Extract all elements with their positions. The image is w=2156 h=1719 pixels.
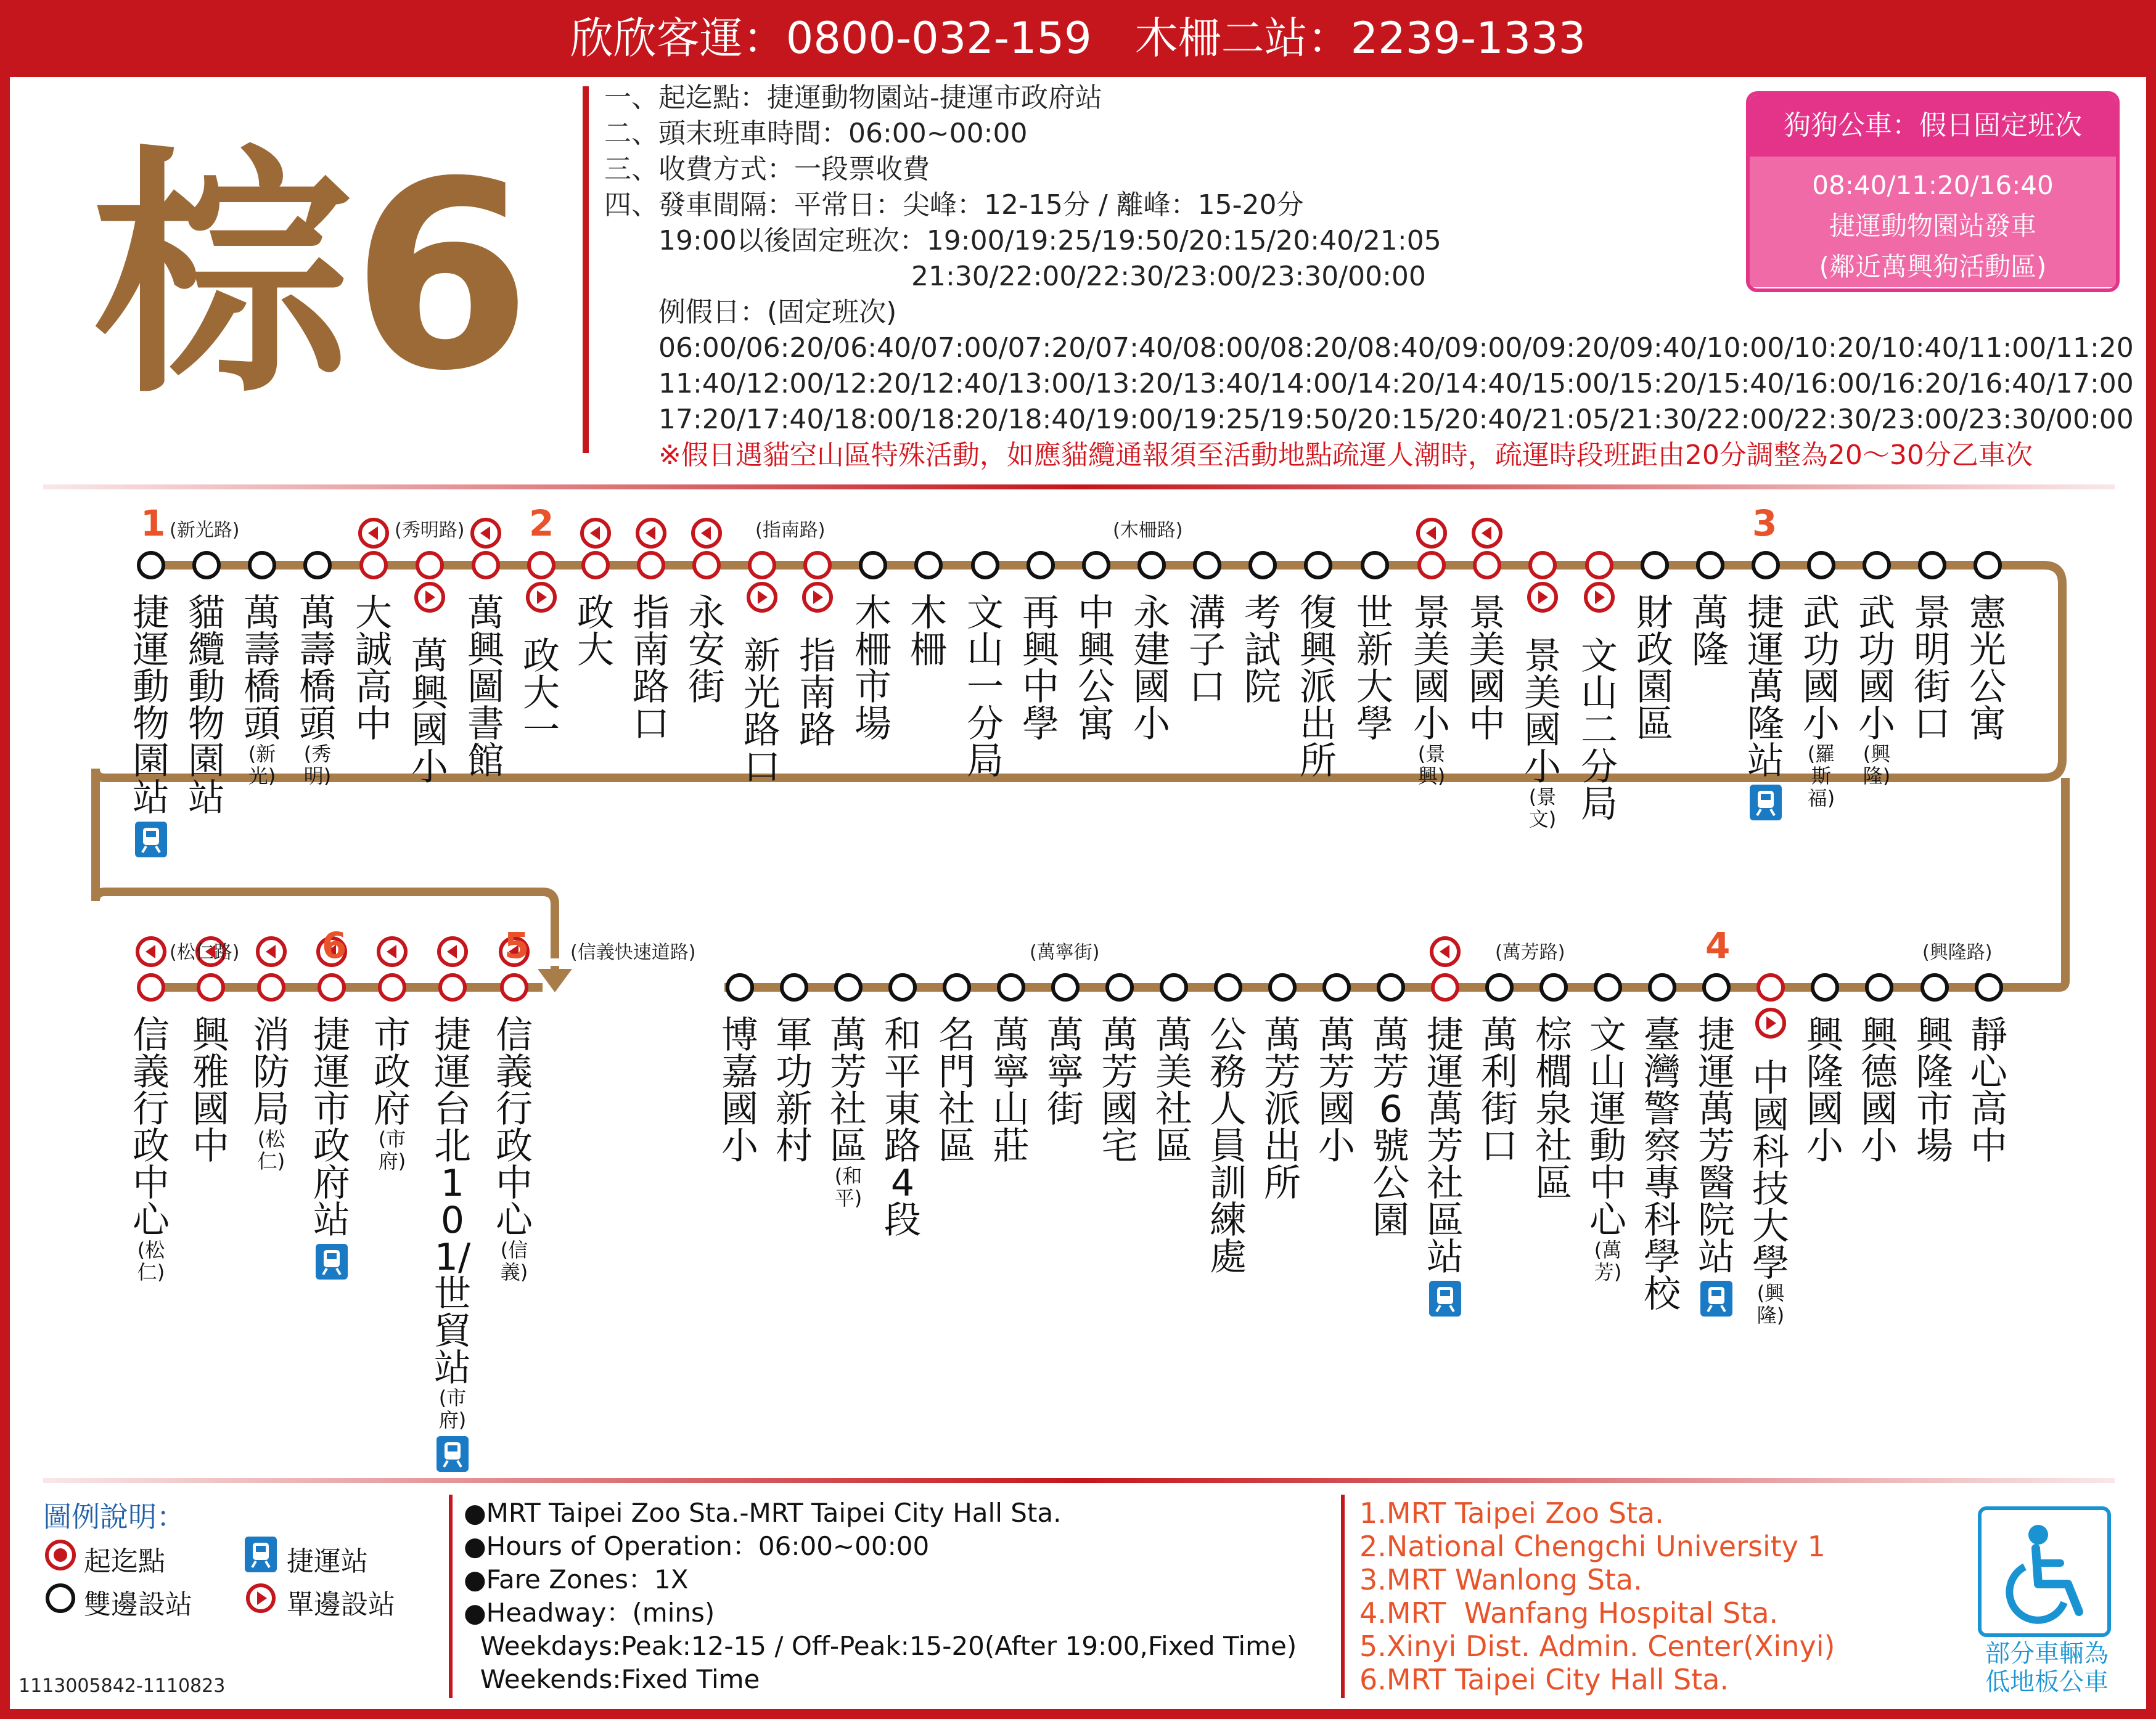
stop-name-text: 文山運動中心 — [1589, 1014, 1626, 1242]
stop-name-text: 萬興圖書館 — [467, 592, 504, 783]
stop-name-text: 市政府 — [374, 1014, 411, 1131]
stop-name — [1697, 1014, 1736, 1324]
stop-name — [191, 1014, 231, 1168]
stop-marker — [1475, 553, 1499, 578]
stop-name-text: 溝子口 — [1189, 592, 1226, 709]
english-line: ●Hours of Operation：06:00~00:00 — [464, 1531, 930, 1561]
info-line: 17:20/17:40/18:00/18:20/18:40/19:00/19:25/19:50/20:15/20:40/21:05/21:30/22:00/22:30/23:00/23:30/00:00 — [604, 404, 2134, 435]
mrt-icon — [312, 1243, 351, 1287]
key-number: 4 — [1705, 925, 1731, 966]
stop-name-text: 興隆國小 — [1806, 1014, 1843, 1168]
stop-marker — [1162, 975, 1186, 1000]
key-station: 1.MRT Taipei Zoo Sta. — [1359, 1496, 1664, 1530]
stop-name-text: 捷運萬芳社區站 — [1427, 1014, 1464, 1279]
stop-marker — [890, 975, 915, 1000]
stop-name — [1746, 592, 1785, 828]
stop-marker — [1084, 553, 1109, 578]
stop-name-text: 萬芳社區 — [830, 1014, 867, 1168]
stop-marker — [1028, 553, 1053, 578]
stop-name-text: 中興公寓 — [1078, 592, 1115, 746]
stop-name — [433, 1014, 472, 1479]
stop-marker — [1541, 975, 1566, 1000]
stop-name — [242, 592, 282, 788]
stop-marker — [836, 975, 861, 1000]
stop-name — [522, 635, 561, 752]
stop-marker — [1195, 553, 1219, 578]
stop-name — [720, 1014, 760, 1168]
stop-marker — [1642, 553, 1667, 578]
stop-name-text: 考試院 — [1244, 592, 1281, 709]
stop-name-text: 萬壽橋頭 — [244, 592, 281, 746]
stop-sub-label: (和平) — [834, 1164, 863, 1210]
stop-name-text: 棕櫚泉社區 — [1535, 1014, 1572, 1205]
stop-name — [1801, 592, 1841, 810]
english-line: ●Headway：(mins) — [464, 1598, 715, 1628]
stop-marker — [1922, 975, 1947, 1000]
both-sides-icon — [43, 1581, 78, 1615]
info-line: 06:00/06:20/06:40/07:00/07:20/07:40/08:00/08:20/08:40/09:00/09:20/09:40/10:00/10:20/10:40/11:00/11:20 — [604, 332, 2134, 364]
stop-name-text: 永建國小 — [1133, 592, 1170, 746]
company-hotline-bar: 欣欣客運：0800-032-159 木柵二站：2239-1333 — [0, 0, 2156, 77]
stop-sub-label: (市府) — [378, 1127, 406, 1173]
stop-marker — [1487, 975, 1512, 1000]
stop-name — [1969, 1014, 2009, 1168]
stop-name-text: 萬利街口 — [1481, 1014, 1518, 1168]
stop-marker — [1698, 553, 1723, 578]
low-floor-text — [1970, 1639, 2124, 1696]
stop-name — [1154, 1014, 1194, 1168]
stop-sub-label: (萬芳) — [1594, 1238, 1622, 1284]
title-divider — [583, 86, 589, 453]
english-info — [464, 1496, 1297, 1696]
stop-marker — [1813, 975, 1837, 1000]
stop-name — [853, 592, 893, 746]
route-line-row2b — [724, 778, 2065, 987]
stop-name-text: 萬芳派出所 — [1264, 1014, 1301, 1205]
road-label: (指南路) — [755, 520, 826, 541]
stop-marker — [805, 553, 830, 578]
stop-name-text: 萬美社區 — [1155, 1014, 1192, 1168]
stop-name-text: 萬芳國小 — [1318, 1014, 1355, 1168]
stop-name-text: 文山一分局 — [967, 592, 1004, 783]
legend — [37, 1495, 432, 1680]
stop-marker — [473, 553, 498, 578]
road-label: (松仁路) — [170, 942, 240, 963]
stop-name — [1298, 592, 1338, 783]
wheelchair-icon — [1978, 1506, 2111, 1637]
stop-name-text: 木柵 — [910, 592, 947, 672]
stop-marker — [916, 553, 941, 578]
stop-name — [466, 592, 506, 783]
legend-both-sides: 雙邊設站 — [84, 1589, 192, 1620]
stop-name — [1968, 592, 2007, 746]
stop-name — [909, 592, 948, 672]
stop-name-text: 靜心高中 — [1970, 1014, 2007, 1168]
key-station: 2.National Chengchi University 1 — [1359, 1530, 1826, 1563]
stop-sub-label: (市府) — [438, 1386, 467, 1432]
stop-marker — [319, 975, 344, 1000]
dog-bus-box — [1746, 91, 2120, 292]
stop-sub-label: (景文) — [1528, 785, 1557, 831]
stop-name-text: 指南路口 — [633, 592, 670, 746]
english-line: ●MRT Taipei Zoo Sta.-MRT Taipei City Hall Sta. — [464, 1498, 1062, 1528]
stop-marker — [583, 553, 608, 578]
stop-sub-label: (松仁) — [137, 1238, 165, 1284]
stop-name-text: 再興中學 — [1022, 592, 1059, 746]
stop-name-text: 萬寧街 — [1047, 1014, 1084, 1131]
stop-name-text: 捷運萬隆站 — [1747, 592, 1784, 783]
stop-name-text: 消防局 — [253, 1014, 290, 1131]
stop-name — [1425, 1014, 1465, 1324]
stop-name-text: 復興派出所 — [1300, 592, 1337, 783]
stop-name-text: 萬隆 — [1692, 592, 1729, 672]
stop-sub-label: (興隆) — [1756, 1281, 1785, 1327]
stop-name-text: 興德國小 — [1861, 1014, 1898, 1168]
stop-name-text: 萬芳國宅 — [1101, 1014, 1138, 1168]
stop-name-text: 捷運動物園站 — [133, 592, 170, 820]
road-label: (木柵路) — [1113, 520, 1183, 541]
stop-sub-label: (松仁) — [257, 1127, 285, 1173]
road-label: (信義快速道路) — [570, 942, 696, 963]
mrt-icon — [1697, 1280, 1736, 1324]
stop-name-text: 景美國小 — [1413, 592, 1450, 746]
stop-name — [1857, 592, 1896, 788]
stop-name — [1132, 592, 1171, 746]
key-stations — [1359, 1496, 1835, 1696]
stop-marker — [194, 553, 219, 578]
stop-name-text: 政大 — [577, 592, 614, 672]
stop-name — [1208, 1014, 1248, 1279]
info-line: 例假日：(固定班次) — [604, 296, 897, 328]
stop-marker — [1753, 553, 1778, 578]
stop-name-text: 憲光公寓 — [1969, 592, 2006, 746]
stop-name — [410, 635, 449, 789]
stop-name — [1021, 592, 1060, 746]
stop-name-text: 永安街 — [688, 592, 725, 709]
stop-marker — [1433, 975, 1457, 1000]
stop-name — [687, 592, 726, 709]
stop-marker — [973, 553, 998, 578]
stop-name — [1523, 635, 1562, 831]
mrt-icon — [131, 820, 171, 865]
stop-name-text: 萬壽橋頭 — [299, 592, 336, 746]
stop-sub-label: (興隆) — [1863, 742, 1891, 788]
stop-name — [1915, 1014, 1954, 1168]
stop-name — [829, 1014, 868, 1210]
stop-name — [1046, 1014, 1085, 1131]
stop-marker — [417, 553, 442, 578]
stop-name-text: 萬興國小 — [411, 635, 448, 789]
stop-name-text: 捷運市政府站 — [313, 1014, 350, 1242]
stop-name-text: 博嘉國小 — [721, 1014, 758, 1168]
stop-marker — [250, 553, 274, 578]
stop-marker — [1650, 975, 1674, 1000]
stop-name — [965, 592, 1005, 783]
stop-name — [1412, 592, 1451, 788]
stop-marker — [1864, 553, 1889, 578]
stop-marker — [1250, 553, 1275, 578]
stop-name-text: 大誠高中 — [355, 592, 392, 746]
info-line: 三、收費方式：一段票收費 — [604, 153, 930, 185]
stop-name — [631, 592, 671, 746]
stop-name-text: 興隆市場 — [1916, 1014, 1953, 1168]
stop-marker — [1587, 553, 1612, 578]
legend-start-end: 起迄點 — [84, 1546, 165, 1577]
stop-marker — [1977, 975, 2001, 1000]
stop-name — [937, 1014, 977, 1168]
stop-name — [1859, 1014, 1899, 1168]
stop-name-text: 武功國小 — [1803, 592, 1840, 746]
key-number: 2 — [529, 502, 554, 544]
stop-name-text: 軍功新村 — [776, 1014, 813, 1168]
stop-marker — [1363, 553, 1387, 578]
stop-name — [1100, 1014, 1139, 1168]
stop-marker — [945, 975, 969, 1000]
stop-marker — [782, 975, 806, 1000]
stop-name-text: 萬寧山莊 — [993, 1014, 1030, 1168]
stop-marker — [1216, 975, 1240, 1000]
legend-mrt: 捷運站 — [287, 1546, 368, 1577]
dog-bus-title: 狗狗公車：假日固定班次 — [1750, 95, 2116, 157]
stop-name — [1912, 592, 1952, 746]
stop-name-text: 公務人員訓練處 — [1210, 1014, 1247, 1279]
stop-marker — [1139, 553, 1164, 578]
stop-name-text: 景美國中 — [1469, 592, 1506, 746]
stop-sub-label: (羅斯福) — [1807, 742, 1835, 810]
stop-name — [1635, 592, 1674, 746]
stop-name — [1534, 1014, 1573, 1205]
mrt-icon — [244, 1535, 278, 1574]
stop-name — [798, 635, 837, 752]
stop-name — [1642, 1014, 1682, 1316]
stop-name-text: 景明街口 — [1914, 592, 1951, 746]
info-line: 二、頭末班車時間：06:00~00:00 — [604, 118, 1028, 149]
stop-name — [131, 1014, 171, 1284]
stop-name — [883, 1014, 922, 1242]
stop-name — [742, 635, 782, 789]
stop-name — [1317, 1014, 1356, 1168]
stop-name — [1580, 635, 1619, 826]
stop-name-text: 財政園區 — [1636, 592, 1673, 746]
stop-name — [1467, 592, 1507, 746]
stop-marker — [639, 553, 663, 578]
stop-name — [774, 1014, 814, 1168]
stop-name — [1263, 1014, 1302, 1205]
stop-name-text: 指南路 — [799, 635, 836, 752]
stop-name — [1588, 1014, 1628, 1284]
stop-marker — [139, 553, 163, 578]
stop-marker — [440, 975, 465, 1000]
stop-name-text: 信義行政中心 — [496, 1014, 533, 1242]
stop-marker — [1107, 975, 1132, 1000]
stop-marker — [1975, 553, 2000, 578]
stop-marker — [1809, 553, 1834, 578]
stop-name-text: 武功國小 — [1858, 592, 1895, 746]
stop-name-text: 世新大學 — [1356, 592, 1393, 746]
english-divider — [1341, 1495, 1345, 1698]
stop-sub-label: (信義) — [500, 1238, 528, 1284]
stop-sub-label: (新光) — [248, 742, 276, 788]
stop-name — [1076, 592, 1116, 746]
legend-divider — [449, 1495, 453, 1698]
stop-name-text: 信義行政中心 — [133, 1014, 170, 1242]
stop-marker — [361, 553, 386, 578]
stop-marker — [728, 975, 752, 1000]
stop-name — [1751, 1057, 1790, 1327]
stop-marker — [259, 975, 284, 1000]
stop-marker — [999, 975, 1023, 1000]
stop-name — [576, 592, 615, 672]
key-number: 3 — [1752, 502, 1777, 544]
stop-name-text: 政大一 — [523, 635, 560, 752]
stop-name-text: 興雅國中 — [192, 1014, 229, 1168]
stop-name-text: 名門社區 — [938, 1014, 975, 1168]
stop-name-text: 臺灣警察專科學校 — [1644, 1014, 1681, 1316]
info-line: 一、起迄點：捷運動物園站-捷運市政府站 — [604, 82, 1102, 113]
route-arrow — [538, 969, 572, 992]
road-label: (萬寧街) — [1030, 942, 1100, 963]
road-label: (興隆路) — [1922, 942, 1993, 963]
stop-name — [1805, 1014, 1845, 1168]
key-station: 6.MRT Taipei City Hall Sta. — [1359, 1663, 1729, 1696]
stop-marker — [199, 975, 223, 1000]
stop-marker — [1379, 975, 1403, 1000]
stop-marker — [1530, 553, 1555, 578]
english-line: Weekdays:Peak:12-15 / Off-Peak:15-20(After 19:00,Fixed Time) — [464, 1631, 1297, 1661]
stop-marker — [1704, 975, 1729, 1000]
stop-marker — [529, 553, 554, 578]
stop-marker — [1596, 975, 1620, 1000]
stop-marker — [1306, 553, 1330, 578]
stop-name — [312, 1014, 351, 1287]
dog-bus-depart: 捷運動物園站發車 — [1829, 211, 2036, 241]
stop-name-text: 木柵市場 — [855, 592, 892, 746]
route-number: 棕6 — [92, 126, 532, 428]
stop-name — [1243, 592, 1282, 709]
info-line: 四、發車間隔：平常日：尖峰：12-15分 / 離峰：15-20分 — [604, 189, 1304, 221]
key-station: 5.Xinyi Dist. Admin. Center(Xinyi) — [1359, 1630, 1835, 1663]
stop-name — [1480, 1014, 1519, 1168]
stop-marker — [1920, 553, 1945, 578]
info-line: 19:00以後固定班次：19:00/19:25/19:50/20:15/20:40/21:05 — [604, 225, 1441, 256]
stop-name-text: 中國科技大學 — [1752, 1057, 1789, 1285]
road-label: (秀明路) — [395, 520, 465, 541]
stop-name-text: 貓纜動物園站 — [188, 592, 225, 820]
road-label: (新光路) — [170, 520, 240, 541]
stop-name — [131, 592, 171, 865]
holiday-note: ※假日遇貓空山區特殊活動，如應貓纜通報須至活動地點疏運人潮時，疏運時段班距由20分調整為20～30分乙車次 — [604, 439, 2033, 471]
stop-name — [1691, 592, 1730, 672]
legend-title: 圖例說明： — [43, 1500, 185, 1533]
stop-name-text: 捷運萬芳醫院站 — [1698, 1014, 1735, 1279]
info-line: 11:40/12:00/12:20/12:40/13:00/13:20/13:40/14:00/14:20/14:40/15:00/15:20/15:40/16:00/16:20/16:40/17:00 — [604, 368, 2134, 399]
stop-name-text: 景美國小 — [1524, 635, 1561, 789]
stop-name — [991, 1014, 1031, 1168]
stop-name — [252, 1014, 291, 1173]
stop-sub-label: (秀明) — [303, 742, 332, 788]
one-side-icon — [244, 1581, 278, 1615]
stop-name-text: 文山二分局 — [1581, 635, 1618, 826]
stop-name-text: 新光路口 — [744, 635, 781, 789]
mrt-icon — [433, 1435, 472, 1479]
stop-sub-label: (景興) — [1417, 742, 1446, 788]
key-number: 1 — [141, 502, 166, 544]
stop-name — [1371, 1014, 1411, 1242]
stop-name — [494, 1014, 534, 1284]
stop-marker — [1758, 975, 1783, 1000]
stop-marker — [694, 553, 719, 578]
stop-marker — [750, 553, 774, 578]
stop-name — [354, 592, 393, 746]
document-id: 1113005842-1110823 — [18, 1675, 226, 1697]
dog-bus-times: 08:40/11:20/16:40 — [1812, 170, 2054, 200]
stop-marker — [305, 553, 330, 578]
stop-name — [1355, 592, 1395, 746]
low-floor-line: 部分車輛為 — [1985, 1639, 2109, 1668]
legend-one-side: 單邊設站 — [287, 1589, 395, 1620]
stop-marker — [380, 975, 404, 1000]
mrt-icon — [1746, 783, 1785, 828]
stop-name-text: 萬芳6號公園 — [1372, 1014, 1409, 1242]
dog-bus-body — [1750, 157, 2116, 287]
english-line: Weekends:Fixed Time — [464, 1664, 760, 1694]
key-station: 4.MRT Wanfang Hospital Sta. — [1359, 1596, 1779, 1630]
stop-marker — [139, 975, 163, 1000]
stop-name — [1187, 592, 1227, 709]
stop-marker — [861, 553, 885, 578]
key-number: 6 — [322, 925, 347, 966]
low-floor-line: 低地板公車 — [1985, 1668, 2109, 1696]
stop-marker — [502, 975, 527, 1000]
mrt-icon — [1425, 1280, 1465, 1324]
stop-marker — [1053, 975, 1078, 1000]
road-label: (萬芳路) — [1495, 942, 1565, 963]
stop-name — [372, 1014, 412, 1173]
info-line: 21:30/22:00/22:30/23:00/23:30/00:00 — [604, 261, 1426, 292]
start-end-icon — [43, 1538, 78, 1572]
stop-marker — [1419, 553, 1444, 578]
stop-name — [187, 592, 226, 820]
key-station: 3.MRT Wanlong Sta. — [1359, 1563, 1642, 1596]
stop-name-text: 捷運台北101/世貿站 — [434, 1014, 471, 1390]
stop-marker — [1270, 975, 1295, 1000]
english-line: ●Fare Zones：1X — [464, 1564, 689, 1594]
dog-bus-near: (鄰近萬興狗活動區) — [1819, 251, 2047, 282]
stop-marker — [1867, 975, 1892, 1000]
key-number: 5 — [504, 925, 530, 966]
stop-name — [298, 592, 337, 788]
stop-marker — [1324, 975, 1349, 1000]
stop-name-text: 和平東路4段 — [884, 1014, 921, 1242]
